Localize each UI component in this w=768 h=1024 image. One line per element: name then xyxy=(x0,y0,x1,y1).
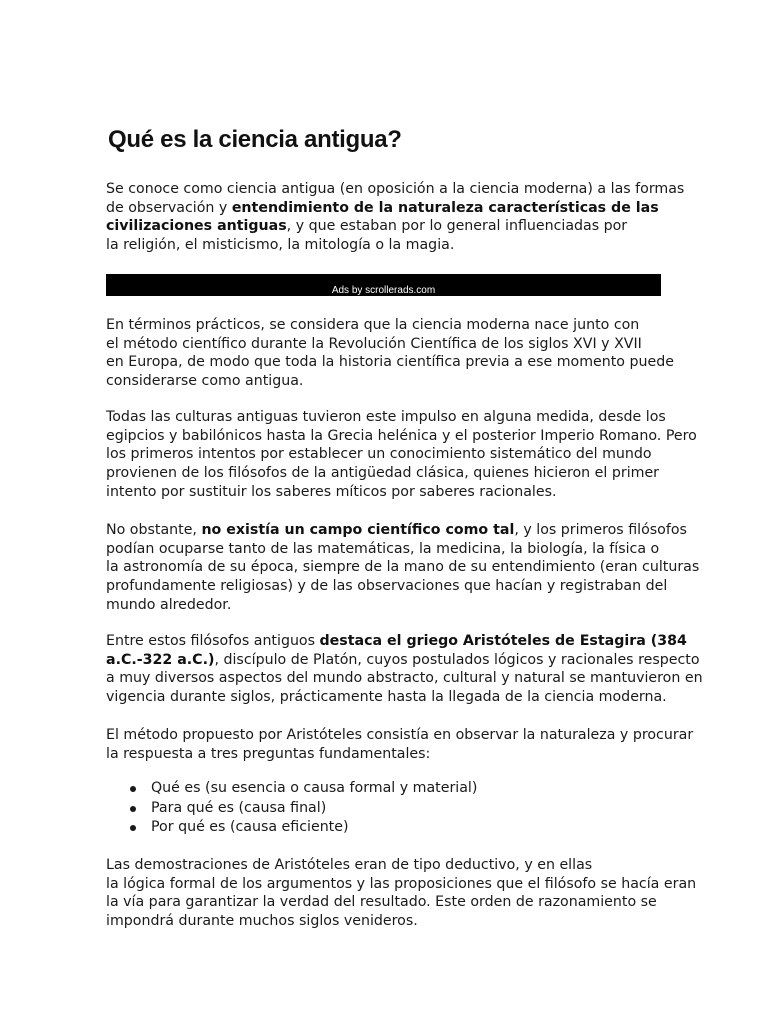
text-line: Todas las culturas antiguas tuvieron este impulso en alguna medida, desde los xyxy=(106,409,666,425)
bullet-icon xyxy=(130,825,136,831)
paragraph-ancient-cultures xyxy=(106,408,697,502)
text-line: mundo alrededor. xyxy=(106,596,232,613)
list-item-text: Para qué es (causa final) xyxy=(151,799,327,816)
text-line: Las demostraciones de Aristóteles eran de tipo deductivo, y en ellas xyxy=(106,857,593,873)
text-line: la religión, el misticismo, la mitología o la magia. xyxy=(106,237,455,254)
text-line xyxy=(106,217,664,236)
text-span: No obstante, xyxy=(106,522,202,538)
bold-text: destaca el griego Aristóteles de Estagira (384 xyxy=(319,633,687,649)
text-line: En términos prácticos, se considera que la ciencia moderna nace junto con xyxy=(106,317,640,333)
list-item-text: Qué es (su esencia o causa formal y material) xyxy=(151,780,478,796)
text-line: los primeros intentos por establecer un conocimiento sistemático del mundo xyxy=(106,446,652,463)
text-line xyxy=(106,521,687,540)
bullet-icon xyxy=(130,806,136,812)
text-line xyxy=(106,199,664,218)
text-line: impondrá durante muchos siglos venideros. xyxy=(106,913,418,930)
paragraph-aristotle xyxy=(106,632,703,707)
bold-text: a.C.-322 a.C.) xyxy=(106,651,215,668)
bold-text: entendimiento de la naturaleza características de las xyxy=(231,199,659,216)
paragraph-no-field xyxy=(106,521,700,615)
bold-text: civilizaciones antiguas xyxy=(106,218,287,235)
text-line: a muy diversos aspectos del mundo abstracto, cultural y natural se mantuvieron en xyxy=(106,670,703,687)
paragraph-intro xyxy=(106,180,685,255)
text-span: de observación y xyxy=(106,199,232,216)
text-line: la astronomía de su época, siempre de la mano de su entendimiento (eran culturas xyxy=(106,559,700,576)
questions-list xyxy=(106,779,477,838)
text-line: Se conoce como ciencia antigua (en oposición a la ciencia moderna) a las formas xyxy=(106,181,685,197)
text-span: Entre estos filósofos antiguos xyxy=(106,633,320,649)
list-item xyxy=(106,799,477,819)
list-item-text: Por qué es (causa eficiente) xyxy=(151,819,349,836)
text-line xyxy=(106,651,700,670)
text-line: El método propuesto por Aristóteles consistía en observar la naturaleza y procurar xyxy=(106,727,694,743)
text-line: vigencia durante siglos, prácticamente hasta la llegada de la ciencia moderna. xyxy=(106,689,667,706)
text-span: , discípulo de Platón, cuyos postulados lógicos y racionales respecto xyxy=(214,651,700,668)
text-line: el método científico durante la Revolución Científica de los siglos XVI y XVII xyxy=(106,335,642,352)
paragraph-deductive xyxy=(106,856,697,931)
ad-banner[interactable] xyxy=(106,274,661,296)
text-span: , y los primeros filósofos xyxy=(514,522,687,538)
text-line xyxy=(106,632,687,651)
ad-label[interactable]: Ads by scrollerads.com xyxy=(331,285,436,296)
text-line: egipcios y babilónicos hasta la Grecia helénica y el posterior Imperio Romano. Pero xyxy=(106,427,697,444)
page-title: Qué es la ciencia antigua? xyxy=(108,126,402,153)
text-line: intento por sustituir los saberes míticos por saberes racionales. xyxy=(106,483,557,500)
text-line: profundamente religiosas) y de las observaciones que hacían y registraban del xyxy=(106,578,668,595)
list-item xyxy=(106,779,477,799)
paragraph-method xyxy=(106,726,694,763)
paragraph-modern-science xyxy=(106,316,674,391)
text-line: la lógica formal de los argumentos y las proposiciones que el filósofo se hacía eran xyxy=(106,875,697,892)
text-line: considerarse como antigua. xyxy=(106,373,304,390)
text-line: la respuesta a tres preguntas fundamentales: xyxy=(106,745,431,762)
bold-text: no existía un campo científico como tal xyxy=(201,522,515,538)
text-line: la vía para garantizar la verdad del resultado. Este orden de razonamiento se xyxy=(106,894,657,911)
text-line: en Europa, de modo que toda la historia científica previa a ese momento puede xyxy=(106,354,674,371)
bullet-icon xyxy=(130,786,136,792)
list-item xyxy=(106,818,477,838)
text-line: provienen de los filósofos de la antigüedad clásica, quienes hicieron el primer xyxy=(106,465,660,482)
text-line: podían ocuparse tanto de las matemáticas, la medicina, la biología, la física o xyxy=(106,540,660,557)
text-span: , y que estaban por lo general influenciadas por xyxy=(286,218,628,235)
